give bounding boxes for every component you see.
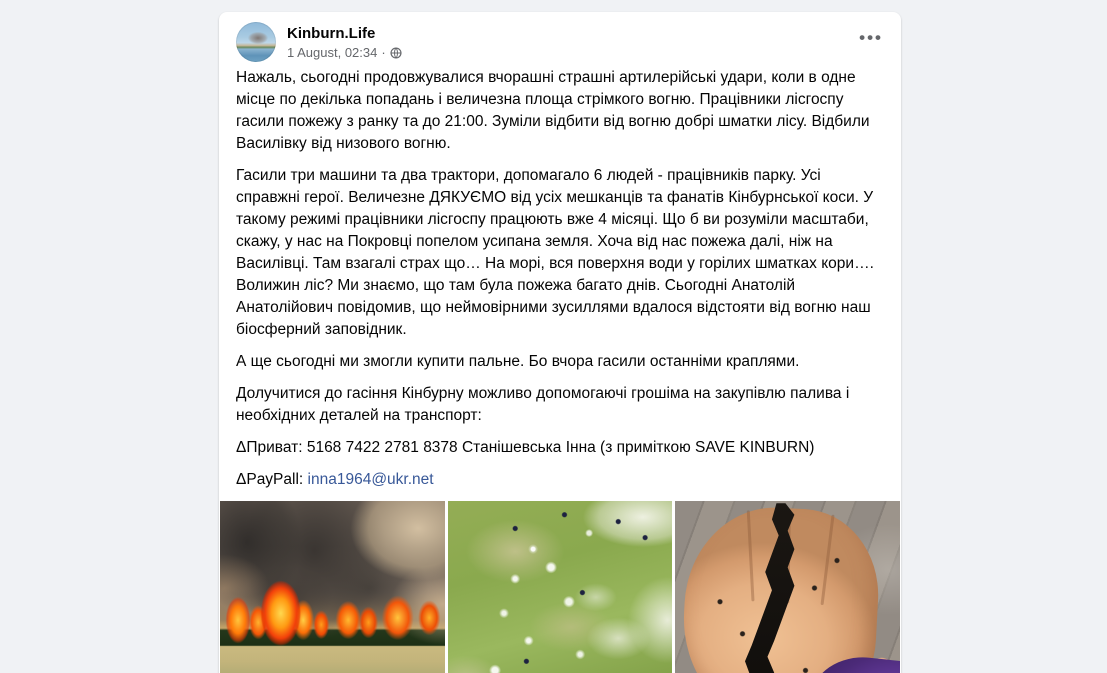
post-paragraph: Гасили три машини та два трактори, допомагало 6 людей - працівників парку. Усі справжні герої. Величезне ДЯКУЄМО від усіх мешканців та фанатів Кінбурнської коси. У такому режимі працівники лісгоспу працюють вже 4 місяці. Що б ви розуміли масштаби, скажу, у нас на Покровці попелом усипана земля. Хоча від нас пожежа далі, ніж на Василівці. Там взагалі страх що… На морі, вся поверхня води у горілих шматках кори…. Волижин ліс? Ми знаємо, що там була пожежа багато днів. Сьогодні Анатолій Анатолійович повідомив, що неймовірними зусиллями вдалося відстояти від вогню наш біосферний заповідник. — [236, 167, 874, 338]
paypal-label: ΔPayPall: — [236, 471, 308, 488]
globe-privacy-icon — [390, 47, 402, 59]
timestamp-separator: · — [381, 45, 386, 60]
post-text — [219, 62, 901, 491]
more-options-button[interactable] — [853, 24, 889, 52]
post-photo-hand[interactable] — [675, 501, 900, 673]
post-subline — [287, 44, 853, 61]
post-header — [219, 12, 901, 62]
post-photo-grid — [219, 501, 901, 673]
donation-privat-line: ΔПриват: 5168 7422 2781 8378 Станішевська Інна (з приміткою SAVE KINBURN) — [236, 439, 815, 456]
donation-paypal-line — [236, 469, 885, 491]
post-timestamp[interactable]: 1 August, 02:34 — [287, 45, 378, 60]
page-avatar[interactable] — [236, 22, 276, 62]
post-card — [219, 12, 901, 673]
post-photo-water[interactable] — [448, 501, 673, 673]
post-photo-fire[interactable] — [220, 501, 445, 673]
post-paragraph: Нажаль, сьогодні продовжувалися вчорашні страшні артилерійські удари, коли в одне місце по декілька попадань і величезна площа стрімкого вогню. Працівники лісгоспу гасили пожежу з ранку та до 21:00. Зуміли відбити від вогню добрі шматки лісу. Відбили Василівку від низового вогню. — [236, 69, 870, 152]
ellipsis-icon: ••• — [859, 28, 883, 47]
post-paragraph: Долучитися до гасіння Кінбурну можливо допомогаючі грошіма на закупівлю палива і необхідних деталей на транспорт: — [236, 385, 850, 424]
email-link[interactable]: inna1964@ukr.net — [307, 471, 434, 488]
page-name-link[interactable]: Kinburn.Life — [287, 25, 376, 42]
post-meta — [287, 22, 853, 61]
post-paragraph: А ще сьогодні ми змогли купити пальне. Бо вчора гасили останніми краплями. — [236, 353, 800, 370]
